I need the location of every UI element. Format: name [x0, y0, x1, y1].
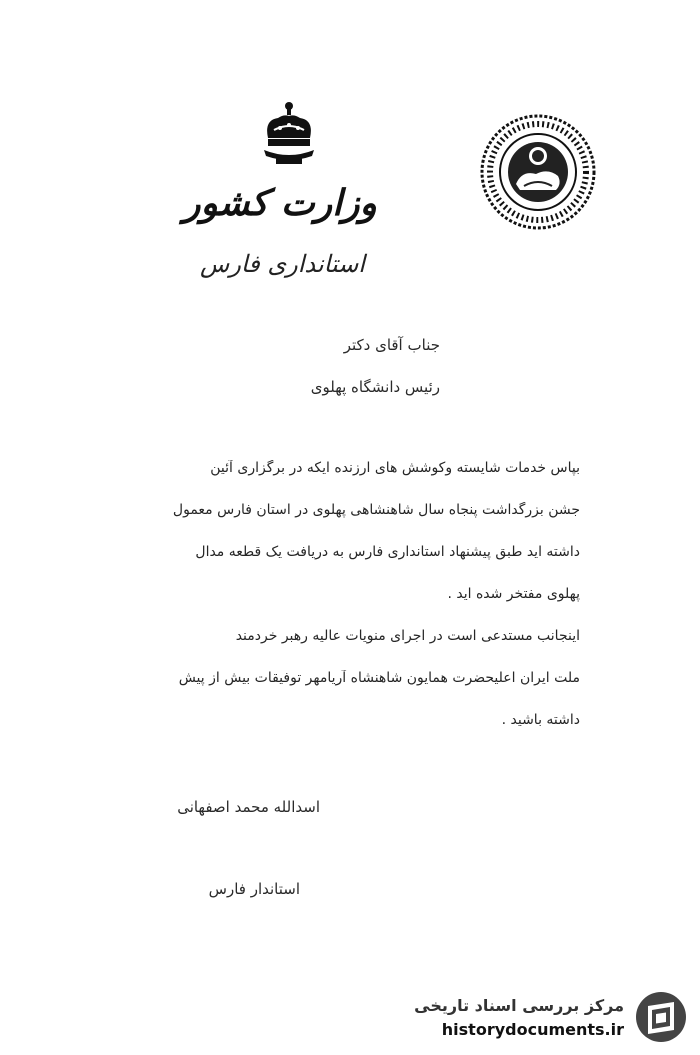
signatory-title: استاندار فارس: [208, 880, 300, 898]
body-line: پهلوی مفتخر شده اید .: [447, 586, 580, 602]
letter-body: [110, 460, 580, 754]
body-line: داشته اید طبق پیشنهاد استانداری فارس به دریافت یک قطعه مدال: [195, 544, 580, 560]
body-line: جشن بزرگداشت پنجاه سال شاهنشاهی پهلوی در استان فارس معمول: [172, 502, 580, 518]
addressee-salutation: جناب آقای دکتر: [343, 336, 440, 354]
crown-emblem-icon: [254, 100, 324, 170]
archive-watermark: [398, 990, 688, 1046]
signatory-name: اسدالله محمد اصفهانی: [177, 798, 320, 816]
body-line: داشته باشید .: [501, 712, 580, 728]
lion-and-sun-seal-icon: [478, 112, 598, 232]
ministry-title: وزارت کشور: [183, 182, 377, 224]
history-documents-logo-icon: [634, 990, 688, 1044]
body-line: بپاس خدمات شایسته وکوشش های ارزنده ایکه در برگزاری آئین: [210, 460, 580, 476]
province-title: استانداری فارس: [200, 250, 365, 278]
body-line: ملت ایران اعلیحضرت همایون شاهنشاه آریامهر توفیقات بیش از پیش: [178, 670, 580, 686]
addressee-position: رئیس دانشگاه پهلوی: [310, 378, 440, 396]
watermark-title: مرکز بررسی اسناد تاریخی: [414, 996, 624, 1015]
body-line: اینجانب مستدعی است در اجرای منویات عالیه رهبر خردمند: [235, 628, 580, 644]
watermark-url: historydocuments.ir: [441, 1020, 624, 1039]
